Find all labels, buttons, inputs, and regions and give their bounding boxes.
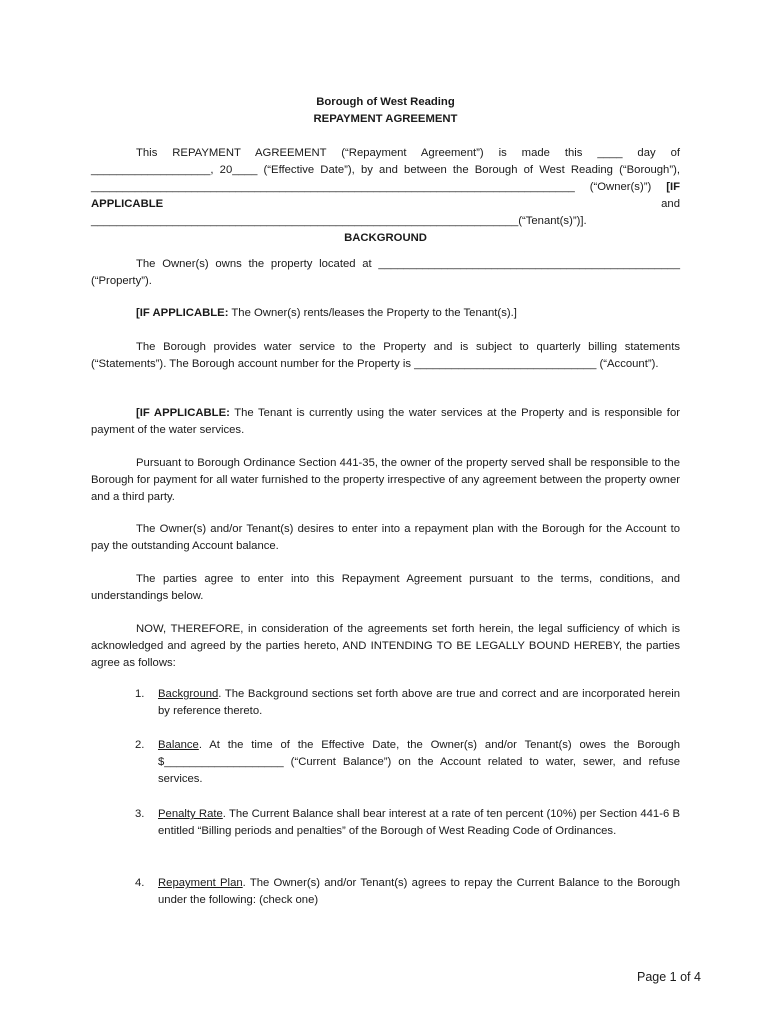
paragraph-text: The Tenant is currently using the water services at the Property and is responsible for payment of the water services. [91, 407, 680, 436]
item-number: 3. [135, 808, 145, 820]
item-title: Repayment Plan [158, 877, 243, 889]
paragraph-tenant-water [91, 405, 680, 439]
paragraph-water-service: The Borough provides water service to the Property and is subject to quarterly billing statements (“Statements”). The Borough account number for the Property is _____________________________ (“Account”). [91, 341, 680, 370]
agreement-title: REPAYMENT AGREEMENT [313, 113, 458, 125]
if-applicable-label: [IF APPLICABLE: [136, 407, 230, 419]
item-title: Background [158, 688, 219, 700]
item-text: . The Current Balance shall bear interest at a rate of ten percent (10%) per Section 441-6 B entitled “Billing periods and penalties” of the Borough of West Reading Code of Ordinances. [158, 808, 681, 837]
item-title: Balance [158, 739, 199, 751]
paragraph-therefore: NOW, THEREFORE, in consideration of the agreements set forth herein, the legal sufficiency of which is acknowledged and agreed by the parties hereto, AND INTENDING TO BE LEGALLY BOUND HEREBY, the parties agree as follows: [91, 623, 680, 669]
item-body [158, 875, 680, 909]
item-text: . At the time of the Effective Date, the Owner(s) and/or Tenant(s) owes the Borough $___________________ (“Current Balance”) on the Account related to water, sewer, and refuse services. [158, 739, 680, 785]
item-text: . The Owner(s) and/or Tenant(s) agrees to repay the Current Balance to the Borough under the following: (check one) [158, 877, 680, 906]
paragraph-repayment-desire: The Owner(s) and/or Tenant(s) desires to enter into a repayment plan with the Borough for the Account to pay the outstanding Account balance. [91, 523, 680, 552]
paragraph-text: The Owner(s) rents/leases the Property to the Tenant(s).] [228, 307, 517, 319]
item-body [158, 686, 680, 720]
item-number: 1. [135, 688, 145, 700]
item-number: 2. [135, 739, 145, 751]
if-applicable-label: [IF APPLICABLE [91, 181, 680, 210]
paragraph-tenant-lease [91, 305, 680, 322]
intro-text: This REPAYMENT AGREEMENT (“Repayment Agreement”) is made this ____ day of ___________________, 20____ (“Effective Date”), by and between the Borough of West Reading (“Borough”), _____________________________________________________________________________ (“Owner(s)”) [91, 147, 680, 193]
item-title: Penalty Rate [158, 808, 223, 820]
borough-name: Borough of West Reading [316, 96, 455, 108]
paragraph-ordinance: Pursuant to Borough Ordinance Section 441-35, the owner of the property served shall be responsible to the Borough for payment for all water furnished to the property irrespective of any agreement between the property owner and a third party. [91, 457, 680, 503]
intro-paragraph [91, 145, 680, 230]
page-number: Page 1 of 4 [637, 970, 701, 984]
paragraph-property: The Owner(s) owns the property located at ________________________________________________ (“Property”). [91, 258, 680, 287]
item-text: . The Background sections set forth above are true and correct and are incorporated herein by reference thereto. [158, 688, 680, 717]
intro-text-tenant: and ____________________________________________________________________(“Tenant(s)”)]. [91, 198, 680, 227]
document-title [91, 94, 680, 128]
item-body [158, 806, 680, 840]
item-body [158, 737, 680, 788]
background-heading: BACKGROUND [344, 232, 427, 244]
paragraph-parties-agree: The parties agree to enter into this Repayment Agreement pursuant to the terms, conditions, and understandings below. [91, 573, 680, 602]
item-number: 4. [135, 877, 145, 889]
if-applicable-label: [IF APPLICABLE: [136, 307, 229, 319]
